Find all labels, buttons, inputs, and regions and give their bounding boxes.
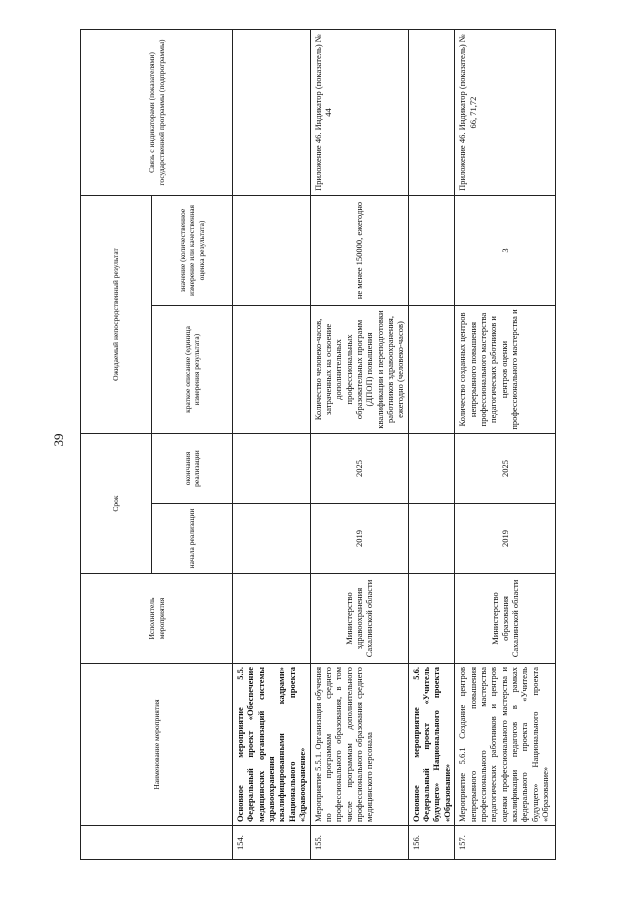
row-link [233,30,311,196]
row-number: 155. [310,826,408,860]
row-number: 154. [233,826,311,860]
program-measures-table [80,29,556,860]
row-link: Приложение 46. Индикатор (показатель) № 66, 71,72 [455,30,556,196]
header-start: начала реализации [152,504,233,574]
row-end [408,434,454,504]
row-short-desc: Количество человеко-часов, затраченных на освоение дополнительных профессиональных образовательных программ (ДПОП) повышения квалификации и переподготовки работников здравоохранения, ежегодно (человеко-часов) [310,306,408,434]
header-name: Наименование мероприятия [81,664,233,826]
row-executor: Министерство образования Сахалинской области [455,574,556,664]
row-start [408,504,454,574]
row-name: Основное мероприятие 5.5. Федеральный проект «Обеспечение медицинских организаций системы здравоохранения квалифицированными кадрами» Национального проекта «Здравоохранение» [233,664,311,826]
row-end [233,434,311,504]
row-link [408,30,454,196]
rotated-table-container [80,30,600,860]
row-value: не менее 150000, ежегодно [310,196,408,306]
table-row [408,30,454,860]
row-executor: Министерство здравоохранения Сахалинской области [310,574,408,664]
header-link: Связь с индикаторами (показателями) государственной программы (подпрограммы) [81,30,233,196]
row-short-desc: Количество созданных центров непрерывного повышения профессионального мастерства педагогических работников и центров оценки профессионального мастерства и [455,306,556,434]
row-executor [233,574,311,664]
header-number [81,826,233,860]
table-row [233,30,311,860]
header-value: значение (количественное измерение или качественная оценка результата) [152,196,233,306]
row-short-desc [408,306,454,434]
header-expected-result: Ожидаемый непосредственный результат [81,196,152,434]
row-end: 2025 [455,434,556,504]
row-link: Приложение 46. Индикатор (показатель) № 44 [310,30,408,196]
row-value: 3 [455,196,556,306]
row-short-desc [233,306,311,434]
header-end: окончания реализации [152,434,233,504]
row-name: Основное мероприятие 5.6. Федеральный проект «Учитель будущего» Национального проекта «Образование» [408,664,454,826]
header-executor: Исполнитель мероприятия [81,574,233,664]
row-end: 2025 [310,434,408,504]
table-row [455,30,556,860]
header-short-desc: краткое описание (единица измерения результата) [152,306,233,434]
table-header-row [81,30,152,860]
row-number: 157. [455,826,556,860]
row-number: 156. [408,826,454,860]
page-number: 39 [51,433,66,447]
row-start [233,504,311,574]
row-value [233,196,311,306]
row-start: 2019 [310,504,408,574]
table-row [310,30,408,860]
row-name: Мероприятие 5.6.1 Создание центров непрерывного повышения профессионального мастерства педагогических работников и центров оценки профессионального мастерства и квалификации педагогов в рамках федерального проекта «Учитель будущего» Национального проекта «Образование» [455,664,556,826]
row-value [408,196,454,306]
row-start: 2019 [455,504,556,574]
header-term: Срок [81,434,152,574]
row-name: Мероприятие 5.5.1. Организация обучения по программам среднего профессионального образования, в том числе программам дополнительного профессионального образования среднего медицинского персонала [310,664,408,826]
row-executor [408,574,454,664]
